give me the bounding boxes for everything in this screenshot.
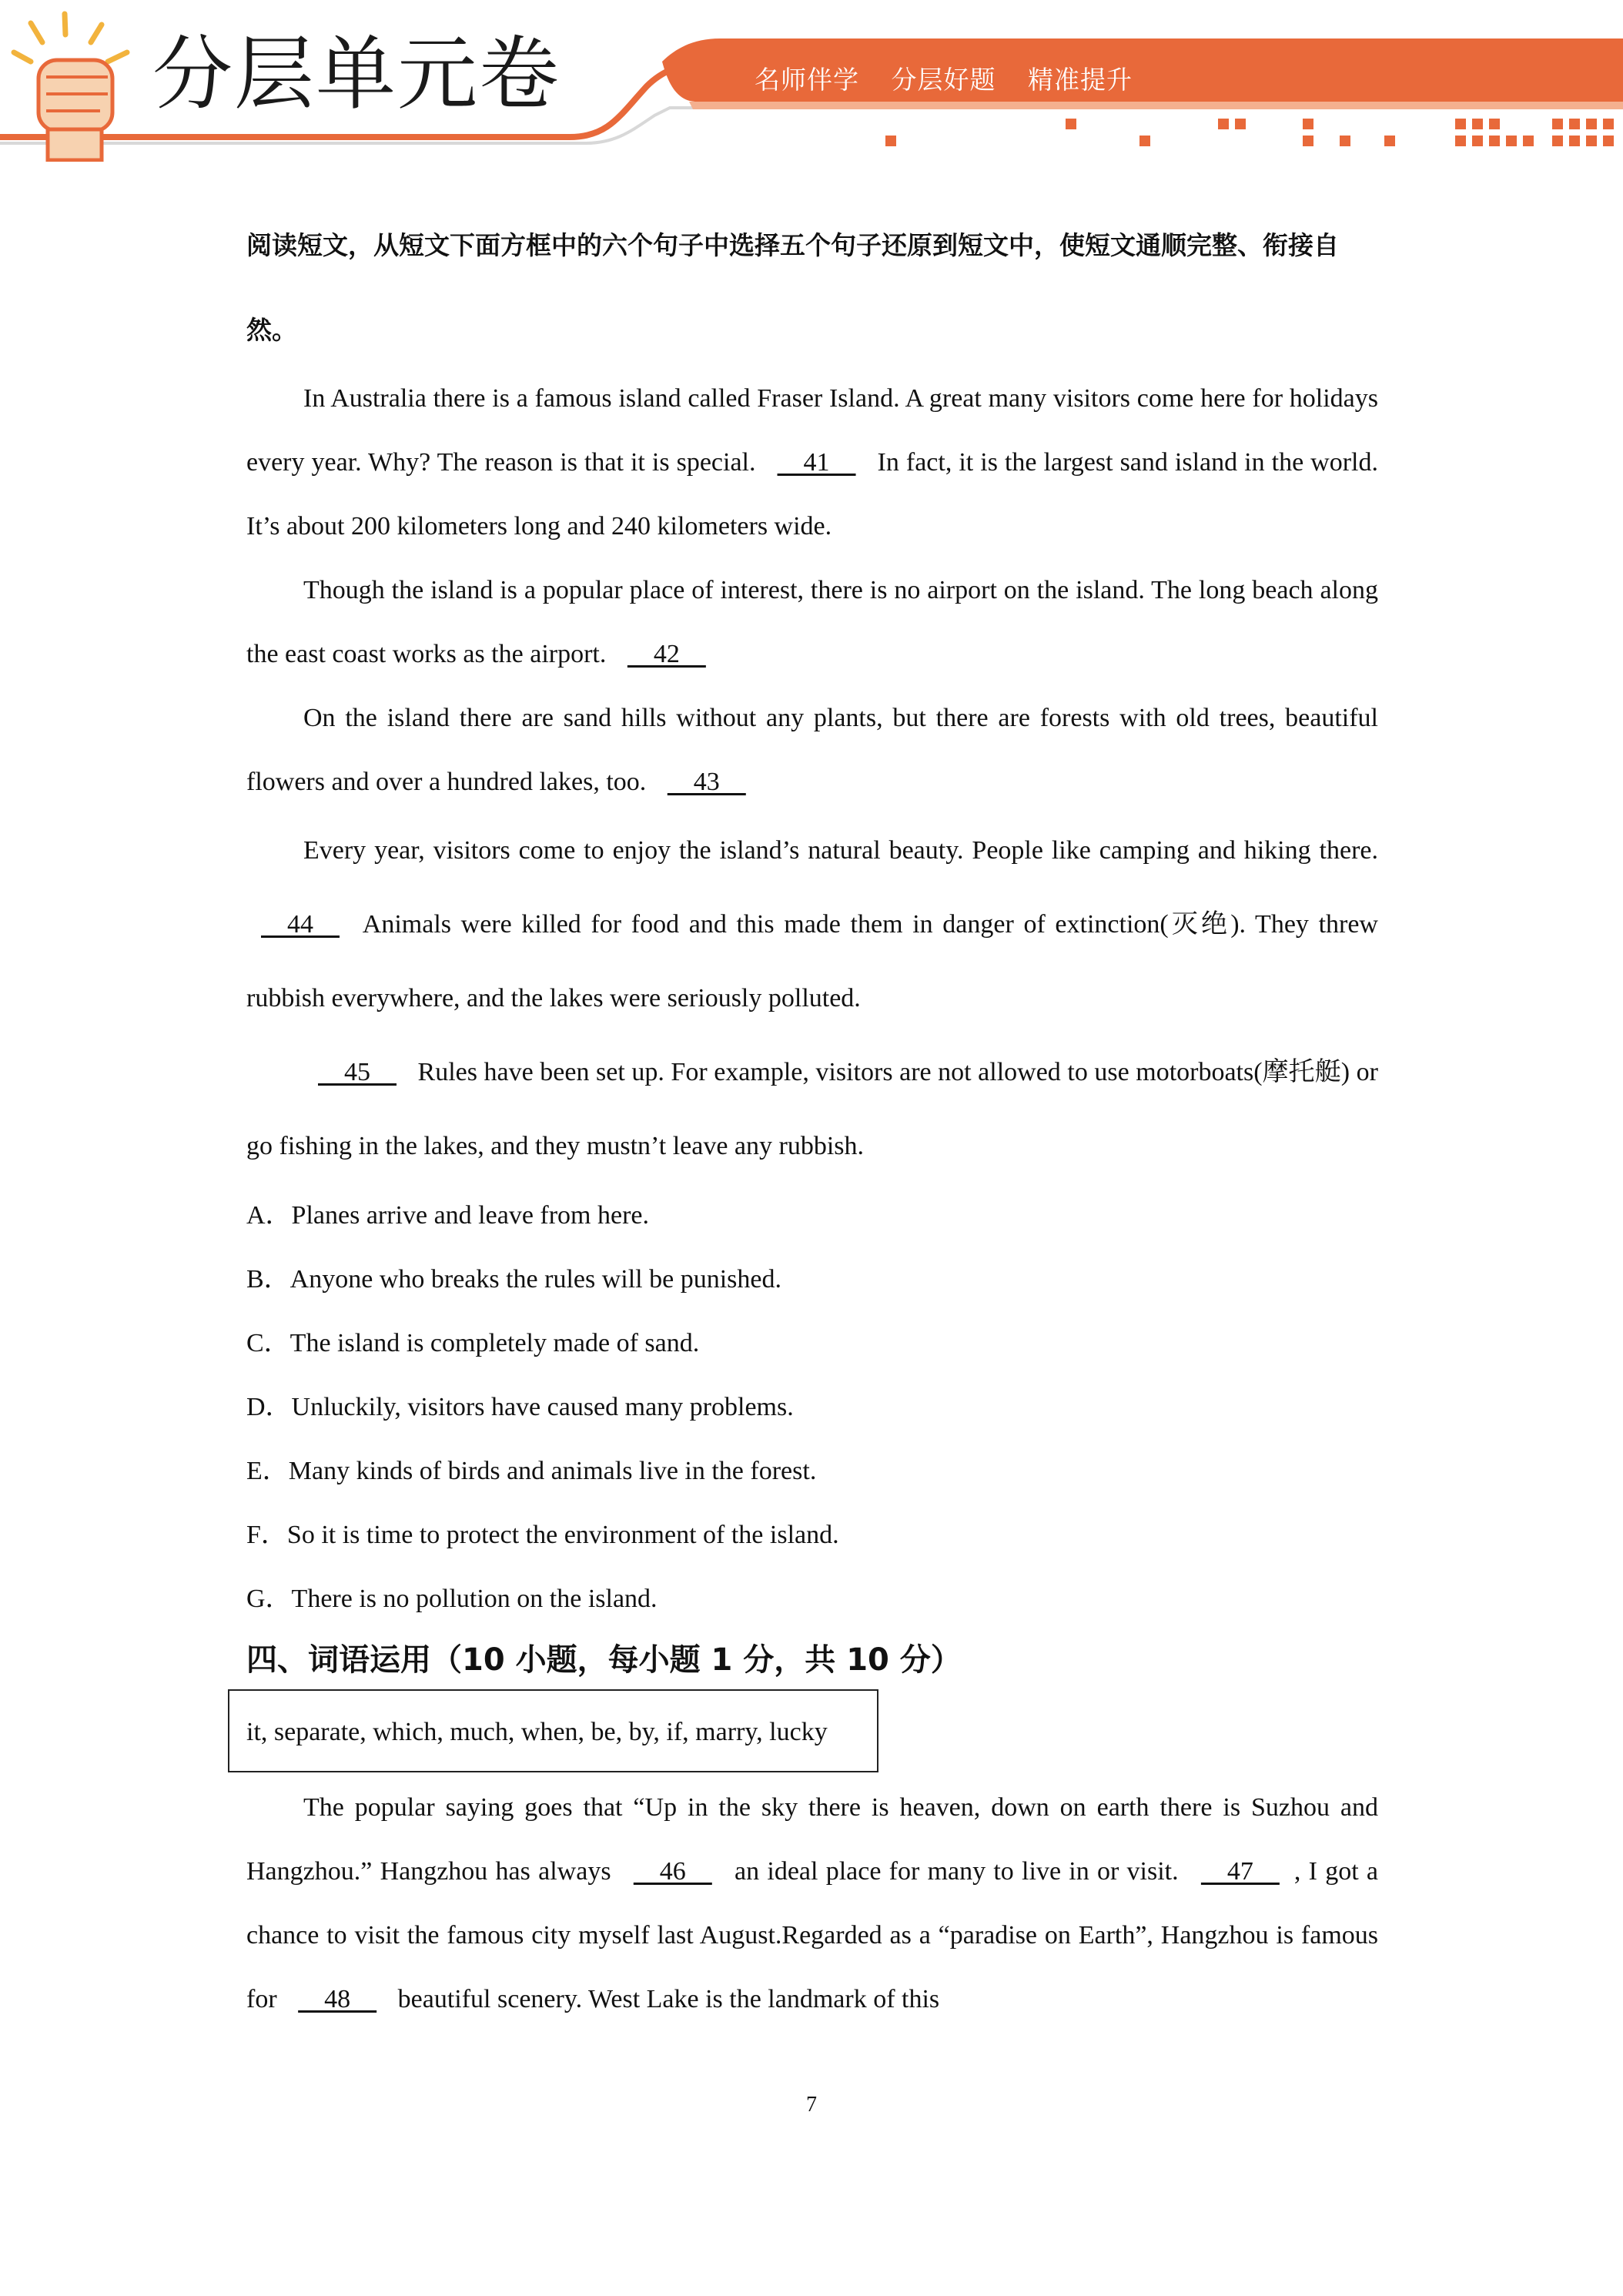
option-e: E．Many kinds of birds and animals live in the forest.	[246, 1457, 817, 1485]
option-f: F．So it is time to protect the environment of the island.	[246, 1521, 839, 1549]
passage-paragraph-3	[246, 686, 1378, 814]
section-4-title: 四、词语运用（10 小题，每小题 1 分，共 10 分）	[246, 1642, 962, 1678]
passage-paragraph-5	[246, 1036, 1378, 1183]
header-slogan: 名师伴学 分层好题 精准提升	[755, 65, 1133, 95]
p2-text-before: Though the island is a popular place of interest, there is no airport on the island. The long beach along the east coast works as the airport.	[246, 576, 1378, 668]
option-a: A．Planes arrive and leave from here.	[246, 1201, 649, 1230]
option-c: C．The island is completely made of sand.	[246, 1329, 700, 1357]
option-list	[246, 1183, 1378, 1631]
blank-48: 48	[298, 1985, 377, 2013]
p1-text-after: In fact, it is the largest sand island in the world. It’s about 200 kilometers long and 240 kilometers wide.	[246, 448, 1378, 541]
option-g: G．There is no pollution on the island.	[246, 1585, 658, 1613]
page-content	[246, 208, 1378, 2031]
p1-text-before: In Australia there is a famous island called Fraser Island. A great many visitors come here for holidays every year. Why? The reason is that it is special.	[246, 384, 1378, 477]
s4-text-1: The popular saying goes that “Up in the sky there is heaven, down on earth there is Suzhou and Hangzhou.” Hangzhou has always	[246, 1793, 1378, 1886]
option-d: D．Unluckily, visitors have caused many problems.	[246, 1393, 794, 1421]
blank-42: 42	[627, 640, 706, 668]
page-number: 7	[806, 2093, 817, 2117]
passage-paragraph-1	[246, 366, 1378, 558]
s4-text-2: an ideal place for many to live in or visit.	[726, 1857, 1186, 1886]
s4-text-3: , I got a chance to visit the famous city myself last August.Regarded as a “paradise on Earth”, Hangzhou is famous for	[246, 1857, 1378, 2013]
s4-text-4: beautiful scenery. West Lake is the landmark of this	[391, 1985, 940, 2013]
p4-text-before: Every year, visitors come to enjoy the island’s natural beauty. People like camping and hiking there.	[303, 836, 1378, 865]
page-header	[0, 0, 1623, 162]
section-4-passage	[246, 1776, 1378, 2031]
p4-text-after: Animals were killed for food and this made them in danger of extinction(灭绝). They threw rubbish everywhere, and the lakes were seriously polluted.	[246, 910, 1378, 1012]
p5-text-after: Rules have been set up. For example, visitors are not allowed to use motorboats(摩托艇) or go fishing in the lakes, and they mustn’t leave any rubbish.	[246, 1058, 1378, 1160]
p3-text-before: On the island there are sand hills without any plants, but there are forests with old trees, beautiful flowers and over a hundred lakes, too.	[246, 704, 1378, 796]
fist-icon	[0, 0, 146, 162]
logo-title: 分层单元卷	[152, 27, 561, 121]
blank-43: 43	[667, 768, 746, 796]
blank-47: 47	[1200, 1857, 1280, 1886]
blank-45: 45	[318, 1058, 397, 1086]
passage-paragraph-4	[246, 814, 1378, 1036]
word-bank-box: it, separate, which, much, when, be, by, if, marry, lucky	[228, 1689, 878, 1772]
blank-46: 46	[633, 1857, 712, 1886]
option-b: B．Anyone who breaks the rules will be punished.	[246, 1265, 781, 1294]
blank-44: 44	[261, 910, 340, 939]
blank-41: 41	[777, 448, 856, 477]
passage-paragraph-2	[246, 558, 1378, 686]
instruction-text: 阅读短文，从短文下面方框中的六个句子中选择五个句子还原到短文中，使短文通顺完整、衔接自然。	[246, 230, 1339, 345]
